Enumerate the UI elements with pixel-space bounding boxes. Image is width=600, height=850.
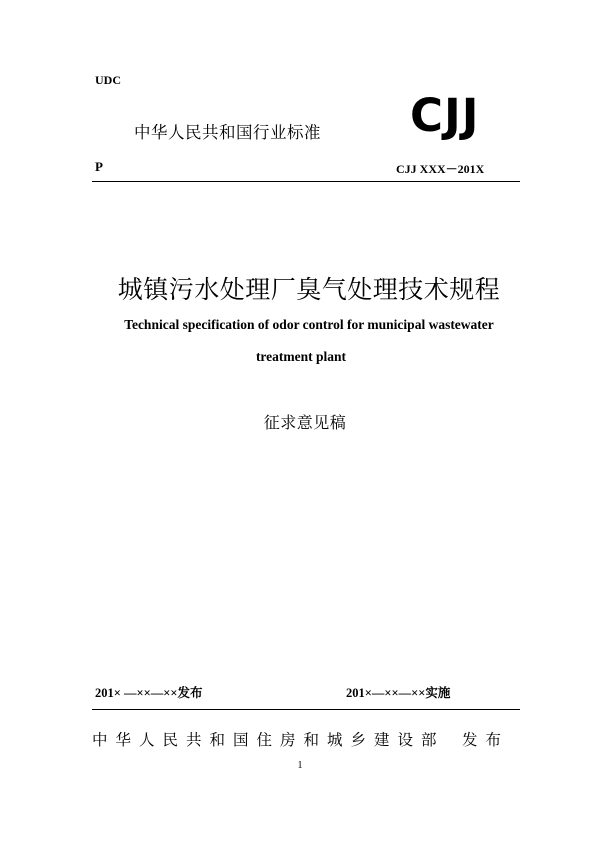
footer-divider bbox=[92, 709, 520, 710]
title-chinese: 城镇污水处理厂臭气处理技术规程 bbox=[117, 275, 501, 304]
effective-date: 201×—××—××实施 bbox=[346, 686, 451, 700]
page-number: 1 bbox=[297, 760, 303, 771]
issuer-action: 发布 bbox=[462, 731, 510, 749]
standard-number: CJJ XXX－201X bbox=[396, 162, 485, 176]
classification-code: P bbox=[95, 159, 103, 174]
standard-category: 中华人民共和国行业标准 bbox=[134, 123, 321, 142]
udc-label: UDC bbox=[95, 73, 121, 87]
issuer: 中华人民共和国住房和城乡建设部 bbox=[92, 731, 445, 749]
title-english-line2: treatment plant bbox=[255, 349, 347, 364]
title-english-line1: Technical specification of odor control for municipal wastewater bbox=[124, 317, 494, 332]
cjj-logo: CJJ bbox=[410, 89, 480, 142]
header-divider bbox=[92, 181, 520, 182]
draft-status: 征求意见稿 bbox=[263, 413, 347, 432]
release-date: 201× —××—××发布 bbox=[95, 686, 203, 700]
